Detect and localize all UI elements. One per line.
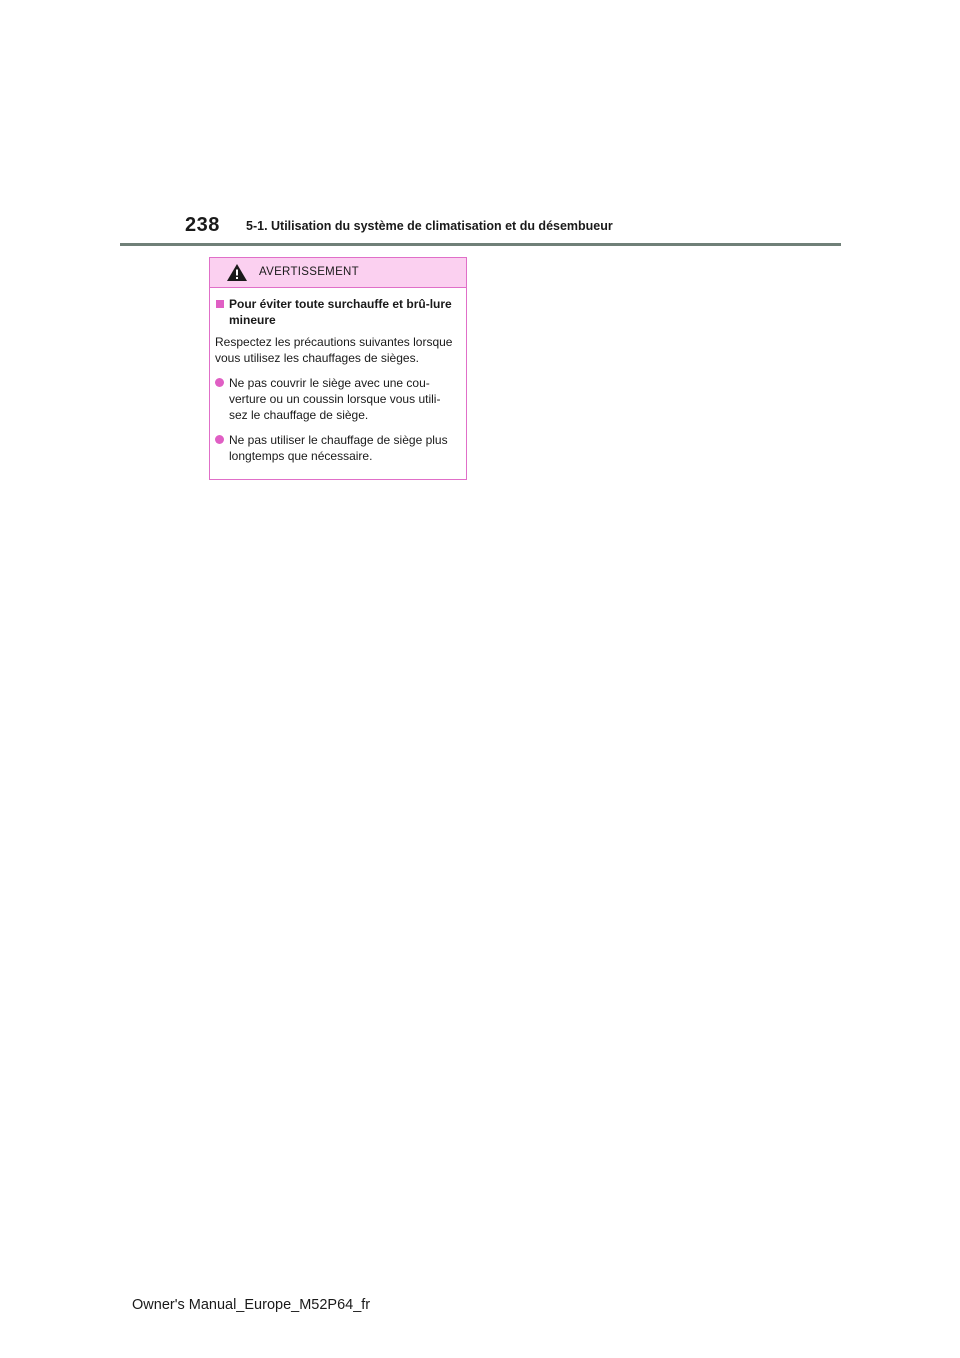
warning-heading: [215, 296, 454, 328]
page-number: 238: [185, 214, 220, 236]
header-divider: [120, 243, 841, 246]
list-item-text: Ne pas utiliser le chauffage de siège plus longtemps que nécessaire.: [229, 433, 448, 463]
footer-text: Owner's Manual_Europe_M52P64_fr: [132, 1297, 371, 1313]
warning-heading-text: Pour éviter toute surchauffe et brû-lure mineure: [229, 297, 452, 327]
list-item: [215, 375, 454, 423]
round-bullet-icon: [215, 435, 224, 444]
warning-body: [210, 288, 466, 464]
round-bullet-icon: [215, 378, 224, 387]
warning-box: [209, 257, 467, 480]
square-bullet-icon: [216, 300, 224, 308]
section-title: 5-1. Utilisation du système de climatisation et du désembueur: [246, 219, 613, 233]
list-item-text: Ne pas couvrir le siège avec une cou-verture ou un coussin lorsque vous utili-sez le chauffage de siège.: [229, 376, 441, 422]
warning-intro: Respectez les précautions suivantes lorsque vous utilisez les chauffages de sièges.: [215, 335, 453, 365]
warning-title: AVERTISSEMENT: [259, 266, 359, 278]
warning-header: [210, 258, 466, 288]
warning-triangle-icon: [226, 263, 248, 282]
list-item: [215, 432, 454, 464]
